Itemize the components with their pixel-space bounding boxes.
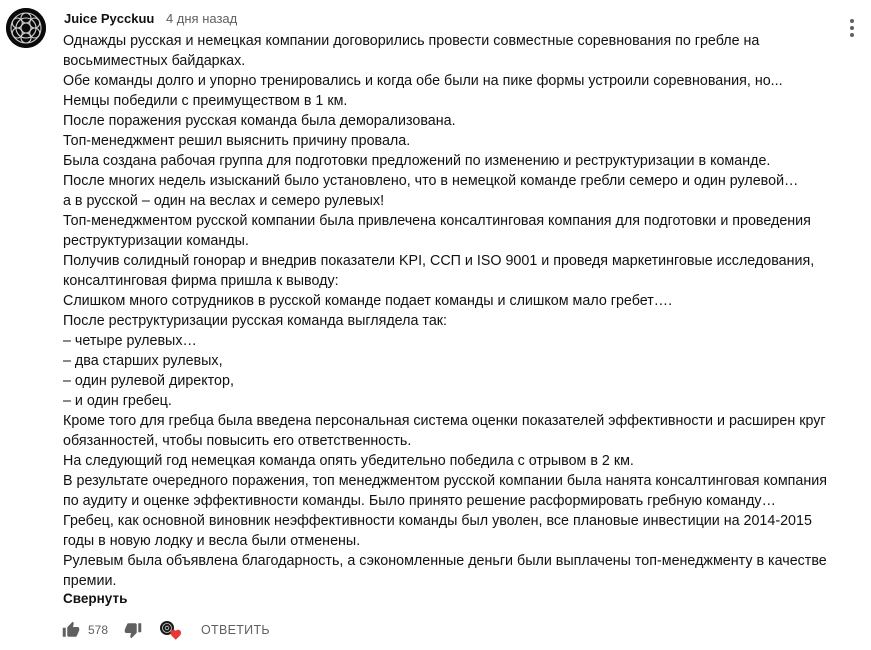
- comment-line: Однажды русская и немецкая компании договорились провести совместные соревнования по гребле на: [63, 33, 760, 49]
- more-vertical-icon[interactable]: [842, 18, 862, 38]
- comment-line: премии.: [63, 573, 117, 589]
- comment-line: обязанностей, чтобы повысить его ответственность.: [63, 433, 412, 449]
- comment-line: Обе команды долго и упорно тренировались и когда обе были на пике формы устроили соревнования, но...: [63, 73, 783, 89]
- dislike-button[interactable]: [124, 618, 142, 642]
- comment-line: После поражения русская команда была деморализована.: [63, 113, 456, 129]
- comment-line: Слишком много сотрудников в русской команде подает команды и слишком мало гребет….: [63, 293, 673, 309]
- collapse-button[interactable]: Свернуть: [63, 591, 128, 606]
- comment-line: по аудиту и оценке эффективности команды. Было принято решение расформировать гребную команду…: [63, 493, 776, 509]
- comment-line: годы в новую лодку и весла были отменены.: [63, 533, 361, 549]
- thumbs-down-icon: [124, 621, 142, 639]
- comment-line: В результате очередного поражения, топ менеджментом русской компании была нанята консалтинговая компания: [63, 473, 827, 489]
- thumbs-up-icon: [62, 621, 80, 639]
- comment-line: После реструктуризации русская команда выглядела так:: [63, 313, 447, 329]
- reply-button[interactable]: ОТВЕТИТЬ: [201, 623, 270, 637]
- comment-line: Топ-менеджмент решил выяснить причину провала.: [63, 133, 411, 149]
- comment-line: – один рулевой директор,: [63, 373, 234, 389]
- comment-header: [64, 11, 237, 27]
- comment-line: реструктуризации команды.: [63, 233, 249, 249]
- comment-line: Кроме того для гребца была введена персональная система оценки показателей эффективности и расширен круг: [63, 413, 826, 429]
- comment-line: После многих недель изысканий было установлено, что в немецкой команде гребли семеро и один рулевой…: [63, 173, 799, 189]
- comment-line: На следующий год немецкая команда опять убедительно победила с отрывом в 2 км.: [63, 453, 634, 469]
- comment-line: а в русской – один на веслах и семеро рулевых!: [63, 193, 385, 209]
- avatar[interactable]: [6, 8, 46, 48]
- comment-timestamp[interactable]: 4 дня назад: [165, 11, 238, 26]
- comment-line: – два старших рулевых,: [63, 353, 223, 369]
- comment-line: – и один гребец.: [63, 393, 172, 409]
- comment-line: Рулевым была объявлена благодарность, а сэкономленные деньги были выплачены топ-менеджменту в качестве: [63, 553, 827, 569]
- like-count: 578: [88, 623, 109, 637]
- creator-heart[interactable]: [158, 618, 182, 642]
- comment-line: Немцы победили с преимуществом в 1 км.: [63, 93, 348, 109]
- avatar-image: [6, 8, 46, 48]
- comment-line: Получив солидный гонорар и внедрив показатели KPI, ССП и ISO 9001 и проведя маркетинговые исследования,: [63, 253, 815, 269]
- comment-text: [63, 31, 843, 591]
- comment-line: Была создана рабочая группа для подготовки предложений по изменению и реструктуризации в команде.: [63, 153, 771, 169]
- comment-line: восьмиместных байдарках.: [63, 53, 246, 69]
- creator-heart-icon: [158, 618, 182, 642]
- comment-line: – четыре рулевых…: [63, 333, 197, 349]
- comment-line: Топ-менеджментом русской компании была привлечена консалтинговая компания для подготовки и проведения: [63, 213, 811, 229]
- comment-line: консалтинговая фирма пришла к выводу:: [63, 273, 339, 289]
- comment-toolbar: [60, 618, 360, 642]
- comment-line: Гребец, как основной виновник неэффективности команды был уволен, все плановые инвестиции на 2014-2015: [63, 513, 812, 529]
- author-name[interactable]: Juice Pycckuu: [64, 11, 155, 26]
- like-button[interactable]: [62, 618, 80, 642]
